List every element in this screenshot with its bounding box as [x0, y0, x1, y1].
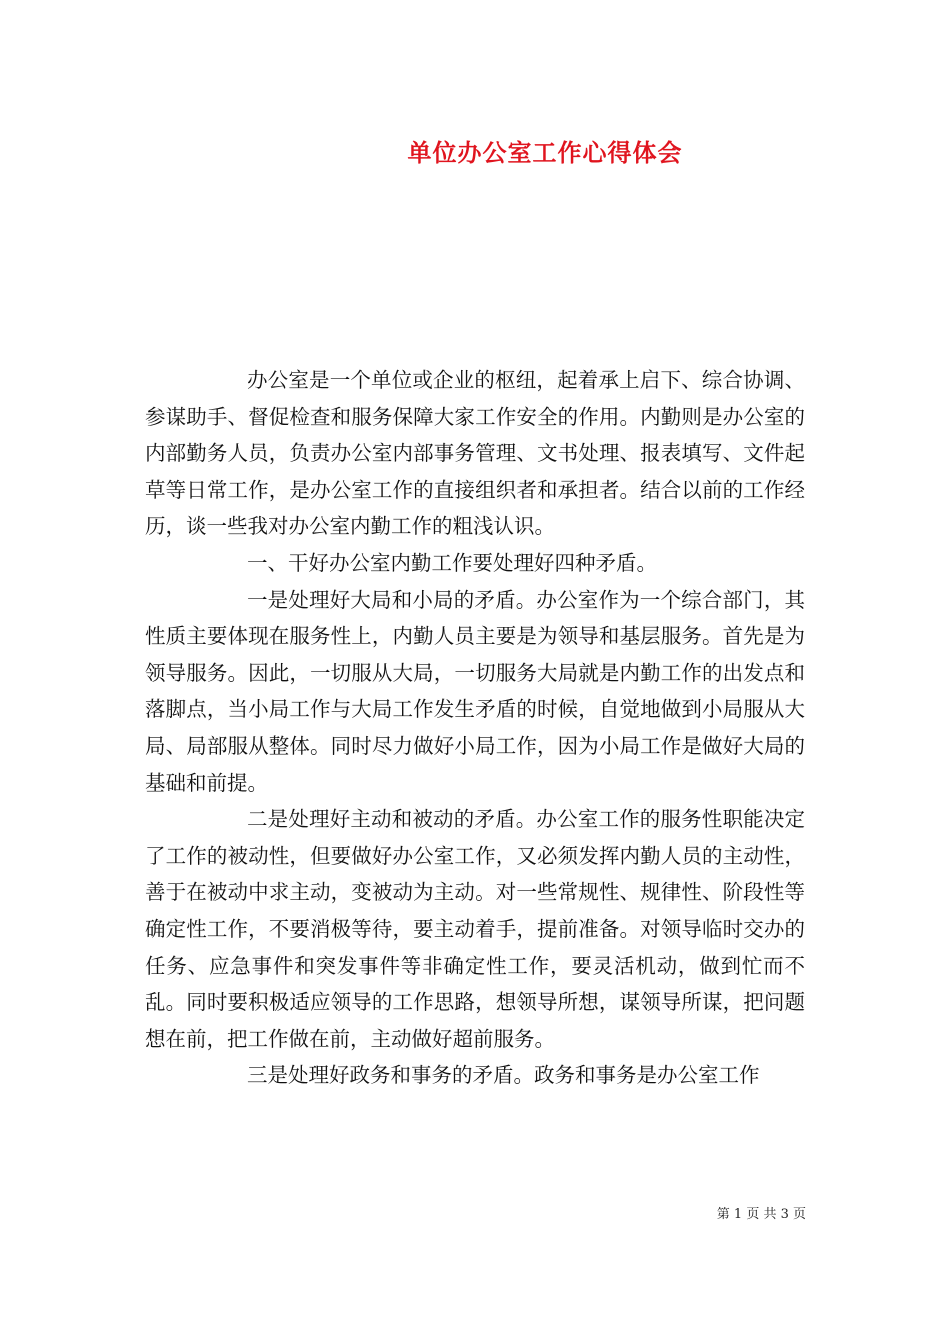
document-body: [145, 362, 805, 1094]
paragraph: 一是处理好大局和小局的矛盾。办公室作为一个综合部门，其性质主要体现在服务性上，内勤人员主要是为领导和基层服务。首先是为领导服务。因此，一切服从大局，一切服务大局就是内勤工作的出发点和落脚点，当小局工作与大局工作发生矛盾的时候，自觉地做到小局服从大局、局部服从整体。同时尽力做好小局工作，因为小局工作是做好大局的基础和前提。: [145, 587, 805, 795]
paragraph: 办公室是一个单位或企业的枢纽，起着承上启下、综合协调、参谋助手、督促检查和服务保障大家工作安全的作用。内勤则是办公室的内部勤务人员，负责办公室内部事务管理、文书处理、报表填写、文件起草等日常工作，是办公室工作的直接组织者和承担者。结合以前的工作经历，谈一些我对办公室内勤工作的粗浅认识。: [145, 368, 805, 539]
paragraph: 三是处理好政务和事务的矛盾。政务和事务是办公室工作: [247, 1063, 760, 1088]
paragraph: 二是处理好主动和被动的矛盾。办公室工作的服务性职能决定了工作的被动性，但要做好办公室工作，又必须发挥内勤人员的主动性，善于在被动中求主动，变被动为主动。对一些常规性、规律性、阶段性等确定性工作，不要消极等待，要主动着手，提前准备。对领导临时交办的任务、应急事件和突发事件等非确定性工作，要灵活机动，做到忙而不乱。同时要积极适应领导的工作思路，想领导所想，谋领导所谋，把问题想在前，把工作做在前，主动做好超前服务。: [145, 807, 805, 1051]
page-footer: 第 1 页 共 3 页: [716, 1207, 806, 1222]
document-title: 单位办公室工作心得体会: [407, 138, 683, 167]
paragraph: 一、干好办公室内勤工作要处理好四种矛盾。: [247, 550, 657, 575]
